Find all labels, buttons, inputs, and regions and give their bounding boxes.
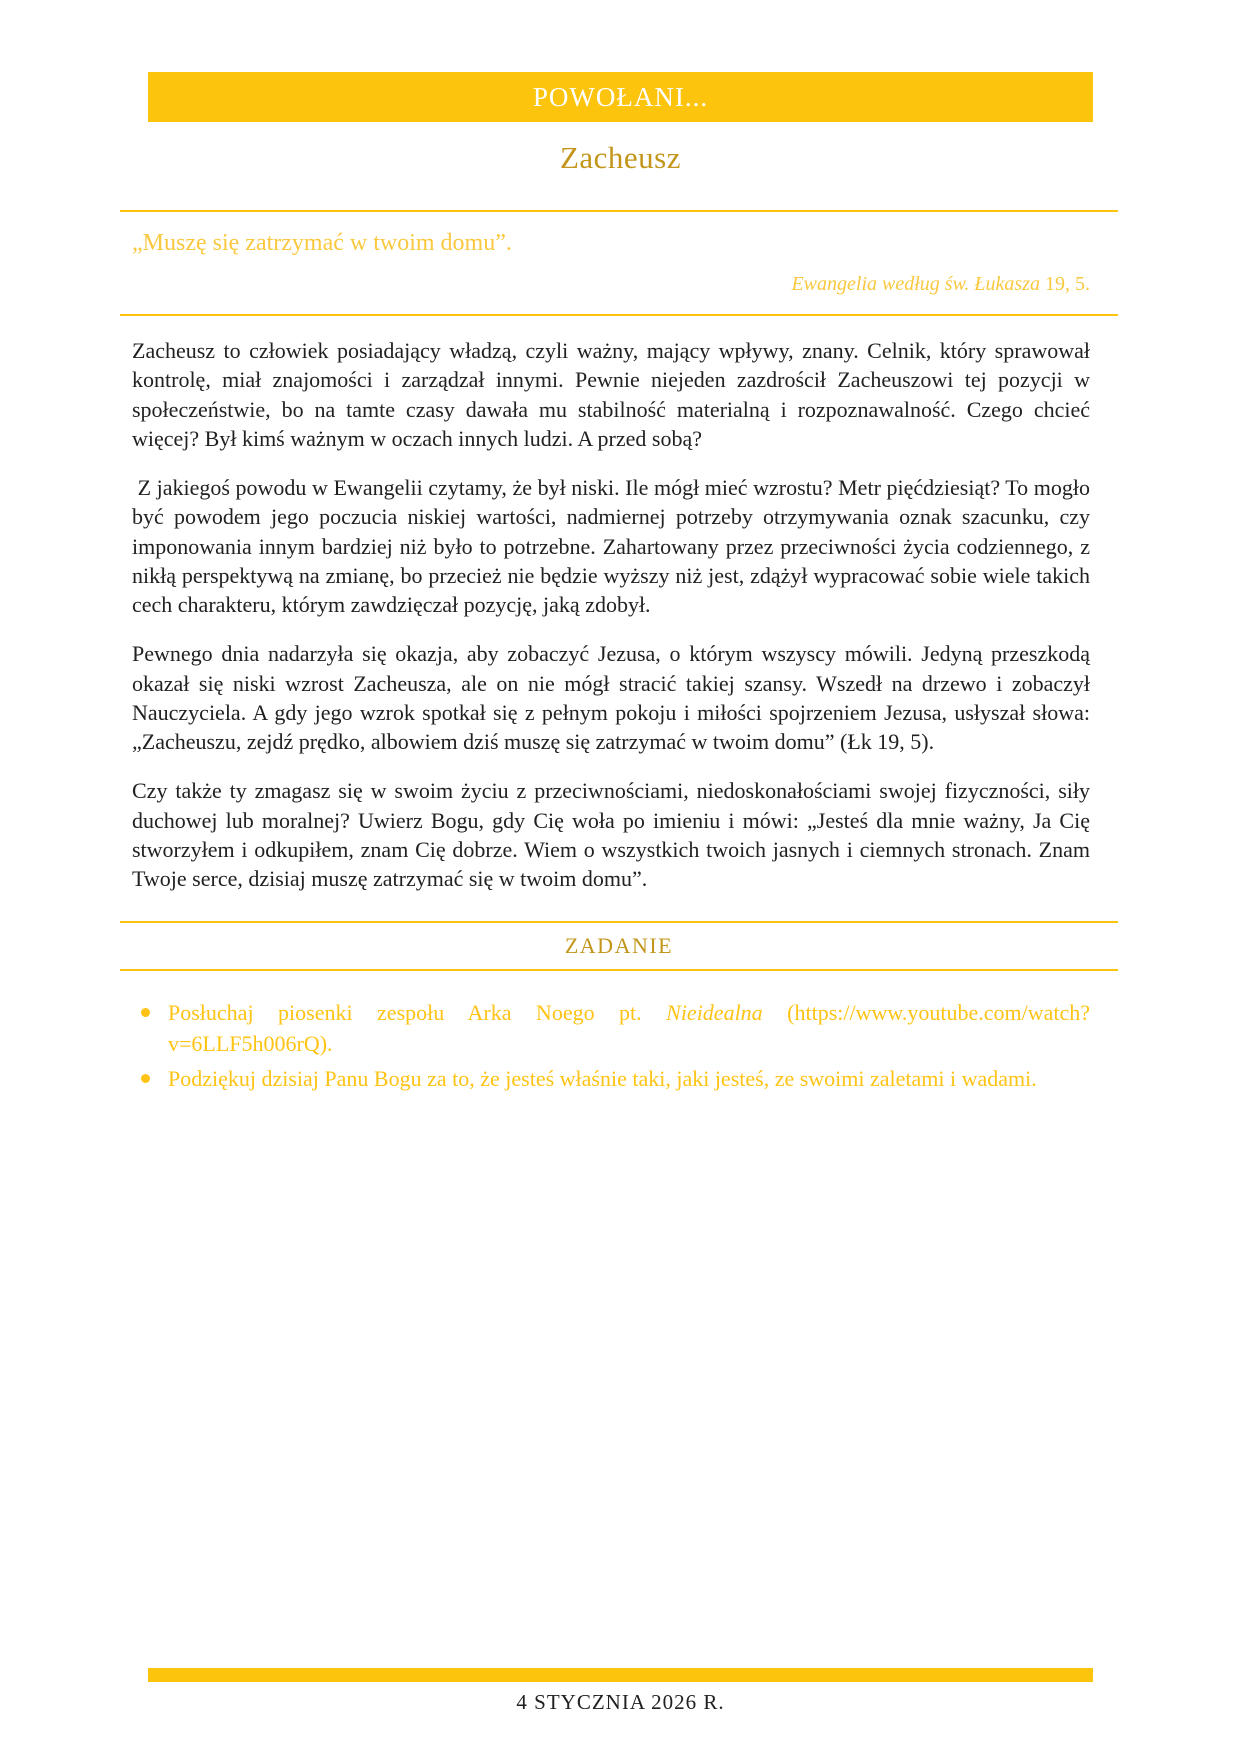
header-rule: [120, 210, 1118, 212]
body-paragraph: Czy także ty zmagasz się w swoim życiu z przeciwnościami, niedoskonałościami swojej fizyczności, siły duchowej lub moralnej? Uwierz Bogu, gdy Cię woła po imieniu i mówi: „Jesteś dla mnie ważny, Ja Cię stworzyłem i odkupiłem, znam Cię dobrze. Wiem o wszystkich twoich jasnych i ciemnych stronach. Znam Twoje serce, dzisiaj muszę zatrzymać się w twoim domu”.: [132, 778, 1090, 891]
body-paragraph: Zacheusz to człowiek posiadający władzą, czyli ważny, mający wpływy, znany. Celnik, który sprawował kontrolę, miał znajomości i zarządzał innymi. Pewnie niejeden zazdrościł Zacheuszowi tej pozycji w społeczeństwie, bo na tamte czasy dawała mu stabilność materialną i rozpoznawalność. Czego chcieć więcej? Był kimś ważnym w oczach innych ludzi. A przed sobą?: [132, 338, 1090, 451]
bullet-icon: [141, 1008, 150, 1017]
scripture-quote: „Muszę się zatrzymać w twoim domu”.: [132, 230, 512, 256]
task-heading: ZADANIE: [564, 933, 674, 959]
task-rule-bottom: [120, 969, 1118, 971]
youtube-url[interactable]: (https://www.youtube.com/watch?v=6LLF5h006rQ).: [168, 1000, 1090, 1057]
quote-reference: 19, 5.: [1040, 273, 1090, 295]
body-paragraph: Z jakiegoś powodu w Ewangelii czytamy, że był niski. Ile mógł mieć wzrostu? Metr pięćdziesiąt? To mogło być powodem jego poczucia niskiej wartości, nadmiernej potrzeby otrzymywania oznak szacunku, czy imponowania innym bardziej niż było to potrzebne. Zahartowany przez przeciwności życia codziennego, z nikłą perspektywą na zmianę, bo przecież nie będzie wyższy niż jest, zdążył wypracować sobie wiele takich cech charakteru, którym zawdzięczał pozycję, jaką zdobył.: [132, 475, 1090, 617]
footer-date: 4 STYCZNIA 2026 R.: [516, 1690, 725, 1714]
quote-source: Ewangelia według św. Łukasza: [791, 273, 1040, 295]
banner-title: POWOŁANI...: [532, 82, 709, 112]
quote-rule: [120, 314, 1118, 316]
task-rule-top: [120, 921, 1118, 923]
song-title: Nieidealna: [666, 1000, 763, 1026]
task-item-text: Posłuchaj piosenki zespołu Arka Noego pt.: [168, 1000, 642, 1026]
page-title: Zacheusz: [559, 140, 682, 175]
task-list: [132, 997, 1090, 1094]
task-item: [132, 1063, 1090, 1094]
body-text: [120, 336, 1118, 893]
quote-attribution: [132, 273, 1090, 296]
body-paragraph: Pewnego dnia nadarzyła się okazja, aby zobaczyć Jezusa, o którym wszyscy mówili. Jedyną przeszkodą okazał się niski wzrost Zacheusza, ale on nie mógł stracić takiej szansy. Wszedł na drzewo i zobaczył Nauczyciela. A gdy jego wzrok spotkał się z pełnym pokoju i miłości spojrzeniem Jezusa, usłyszał słowa: „Zacheuszu, zejdź prędko, albowiem dziś muszę się zatrzymać w twoim domu” (Łk 19, 5).: [132, 641, 1090, 754]
page-footer: [148, 1668, 1093, 1715]
header-banner: [148, 72, 1093, 122]
task-item-text: Podziękuj dzisiaj Panu Bogu za to, że jesteś właśnie taki, jaki jesteś, ze swoimi zaletami i wadami.: [168, 1065, 1037, 1091]
footer-bar: [148, 1668, 1093, 1682]
content-column: [120, 210, 1118, 1097]
task-item: [132, 997, 1090, 1059]
bullet-icon: [141, 1074, 150, 1083]
task-section: [120, 921, 1118, 971]
